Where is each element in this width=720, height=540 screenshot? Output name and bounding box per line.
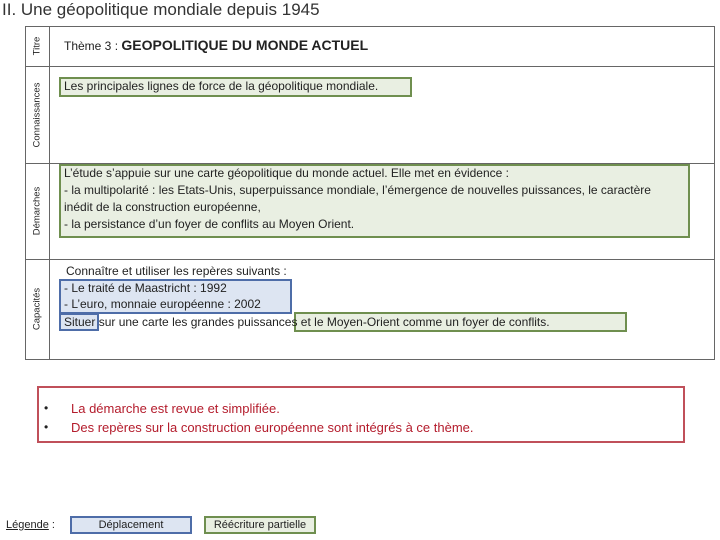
demarches-line: L’étude s’appuie sur une carte géopolitique du monde actuel. Elle met en évidence : <box>64 166 509 180</box>
legend-label <box>6 519 55 531</box>
legend-deplacement: Déplacement <box>70 516 192 534</box>
row-label-demarches: Démarches <box>31 186 43 236</box>
repere-line: - L’euro, monnaie européenne : 2002 <box>64 297 261 311</box>
remark-item: La démarche est revue et simplifiée. <box>71 401 280 416</box>
situer-rest: sur une carte les grandes puissances et le Moyen-Orient comme un foyer de conflits. <box>95 315 550 329</box>
demarches-line: inédit de la construction européenne, <box>64 200 261 214</box>
row-label-capacites: Capacités <box>31 287 43 331</box>
row-divider <box>25 259 715 260</box>
situer-verb: Situer <box>64 315 96 329</box>
row-label-titre: Titre <box>31 36 43 56</box>
theme-prefix: Thème 3 : <box>64 39 122 53</box>
legend-word: Légende <box>6 519 49 531</box>
capacites-intro: Connaître et utiliser les repères suivants : <box>66 264 287 278</box>
page-title: II. Une géopolitique mondiale depuis 1945 <box>2 0 320 19</box>
table-border-right <box>714 26 715 360</box>
theme-name: GEOPOLITIQUE DU MONDE ACTUEL <box>121 37 369 53</box>
table-border-top <box>25 26 715 27</box>
bullet-icon: • <box>44 401 49 415</box>
legend-separator: : <box>48 519 55 531</box>
bullet-icon: • <box>44 420 49 434</box>
capacites-situer <box>64 315 550 330</box>
connaissances-text: Les principales lignes de force de la géopolitique mondiale. <box>64 79 379 93</box>
demarches-line: - la persistance d’un foyer de conflits au Moyen Orient. <box>64 217 355 231</box>
row-divider <box>25 66 715 67</box>
label-column-divider <box>49 26 50 360</box>
remark-item: Des repères sur la construction européenne sont intégrés à ce thème. <box>71 420 474 435</box>
demarches-line: - la multipolarité : les Etats-Unis, superpuissance mondiale, l’émergence de nouvelles puissances, le caractère <box>64 183 651 197</box>
legend-reecriture: Réécriture partielle <box>204 516 316 534</box>
table-border-bottom <box>25 359 715 360</box>
theme-title <box>64 37 368 53</box>
repere-line: - Le traité de Maastricht : 1992 <box>64 281 227 295</box>
row-label-connaissances: Connaissances <box>31 82 43 147</box>
